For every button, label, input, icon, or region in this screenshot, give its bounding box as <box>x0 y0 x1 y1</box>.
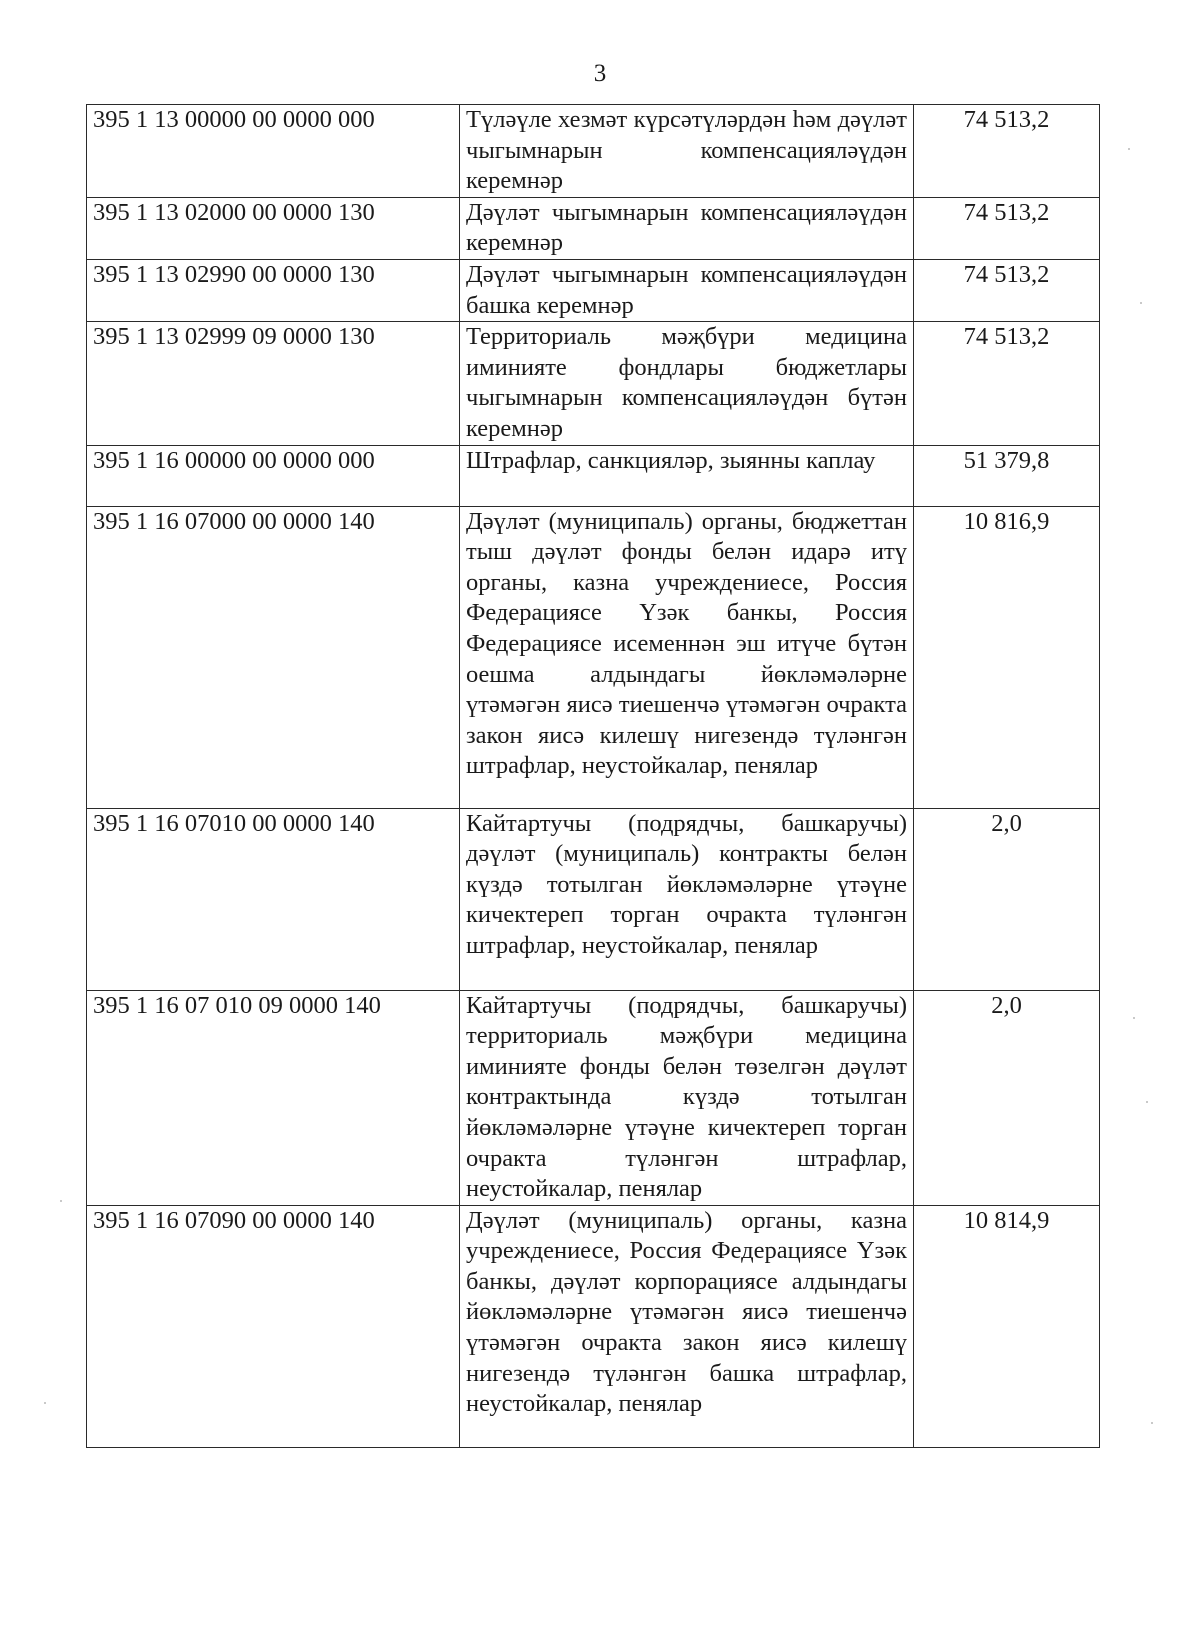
row-amount: 74 513,2 <box>914 197 1100 259</box>
row-code: 395 1 16 00000 00 0000 000 <box>87 445 460 506</box>
table-row <box>87 105 1100 198</box>
scan-speck <box>1133 1017 1135 1019</box>
row-amount: 74 513,2 <box>914 259 1100 321</box>
scan-speck <box>44 1402 46 1404</box>
row-code: 395 1 16 07 010 09 0000 140 <box>87 990 460 1205</box>
row-name: Дәүләт чыгымнарын компенсацияләүдән керемнәр <box>460 197 914 259</box>
row-amount: 74 513,2 <box>914 322 1100 445</box>
table-row <box>87 1205 1100 1447</box>
page-number: 3 <box>593 60 607 87</box>
budget-table <box>86 104 1100 1448</box>
table-row <box>87 259 1100 321</box>
row-name: Дәүләт (муниципаль) органы, бюджеттан тыш дәүләт фонды белән идарә итү органы, казна учреждениесе, Россия Федерациясе Үзәк банкы, Россия Федерациясе исеменнән эш итүче бүтән оешма алдындагы йөкләмәләрне үтәмәгән яисә тиешенчә үтәмәгән очракта закон яисә килешү нигезендә түләнгән штрафлар, неустойкалар, пенялар <box>460 506 914 808</box>
row-code: 395 1 13 02990 00 0000 130 <box>87 259 460 321</box>
row-code: 395 1 16 07000 00 0000 140 <box>87 506 460 808</box>
row-code: 395 1 13 02999 09 0000 130 <box>87 322 460 445</box>
table-row <box>87 808 1100 990</box>
table-row <box>87 322 1100 445</box>
scan-speck <box>1128 148 1130 150</box>
row-name: Кайтартучы (подрядчы, башкаручы) дәүләт (муниципаль) контракты белән күздә тотылган йөкләмәләрне үтәүне кичектереп торган очракта түләнгән штрафлар, неустойкалар, пенялар <box>460 808 914 990</box>
row-code: 395 1 16 07010 00 0000 140 <box>87 808 460 990</box>
scan-speck <box>60 1200 62 1202</box>
scan-speck <box>1146 1101 1148 1103</box>
row-amount: 2,0 <box>914 808 1100 990</box>
scan-speck <box>1140 302 1142 304</box>
row-name: Кайтартучы (подрядчы, башкаручы) территориаль мәҗбүри медицина иминияте фонды белән төзелгән дәүләт контрактында күздә тотылган йөкләмәләрне үтәүне кичектереп торган очракта түләнгән штрафлар, неустойкалар, пенялар <box>460 990 914 1205</box>
budget-table-body <box>87 105 1100 1448</box>
row-name: Дәүләт чыгымнарын компенсацияләүдән башка керемнәр <box>460 259 914 321</box>
table-row <box>87 197 1100 259</box>
row-code: 395 1 16 07090 00 0000 140 <box>87 1205 460 1447</box>
row-amount: 10 814,9 <box>914 1205 1100 1447</box>
row-amount: 2,0 <box>914 990 1100 1205</box>
scan-speck <box>1151 1422 1153 1424</box>
row-code: 395 1 13 00000 00 0000 000 <box>87 105 460 198</box>
row-amount: 51 379,8 <box>914 445 1100 506</box>
table-row <box>87 990 1100 1205</box>
row-name: Штрафлар, санкцияләр, зыянны каплау <box>460 445 914 506</box>
row-code: 395 1 13 02000 00 0000 130 <box>87 197 460 259</box>
row-amount: 74 513,2 <box>914 105 1100 198</box>
table-row <box>87 506 1100 808</box>
row-name: Дәүләт (муниципаль) органы, казна учреждениесе, Россия Федерациясе Үзәк банкы, дәүләт корпорациясе алдындагы йөкләмәләрне үтәмәгән яисә тиешенчә үтәмәгән очракта закон яисә килешү нигезендә түләнгән башка штрафлар, неустойкалар, пенялар <box>460 1205 914 1447</box>
row-name: Территориаль мәҗбүри медицина иминияте фондлары бюджетлары чыгымнарын компенсацияләүдән бүтән керемнәр <box>460 322 914 445</box>
row-name: Түләүле хезмәт күрсәтүләрдән һәм дәүләт чыгымнарын компенсацияләүдән керемнәр <box>460 105 914 198</box>
table-row <box>87 445 1100 506</box>
row-amount: 10 816,9 <box>914 506 1100 808</box>
